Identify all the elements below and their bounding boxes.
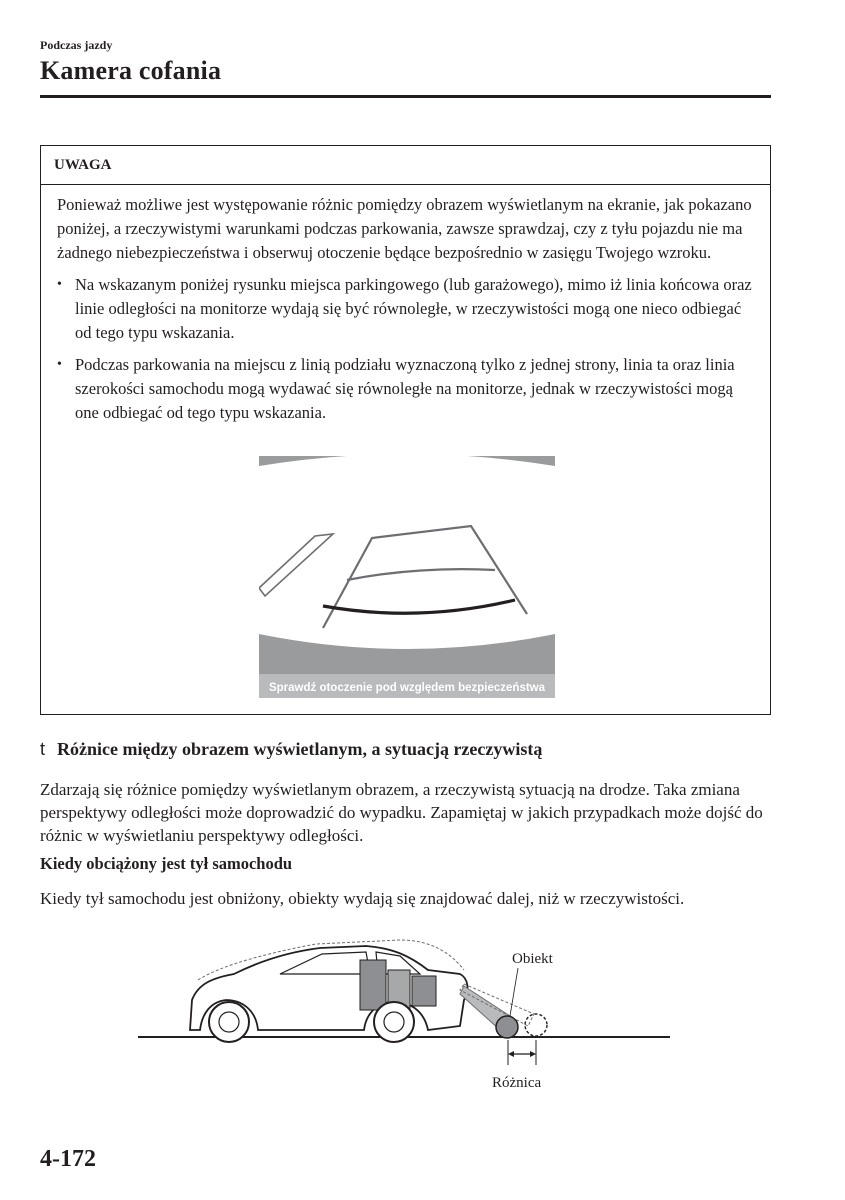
page-title: Kamera cofania [40,56,222,85]
notice-box [40,145,771,715]
car-load-figure [138,930,670,1105]
section-heading [40,739,542,760]
camera-caption: Sprawdź otoczenie pod względem bezpieczeństwa [268,682,546,694]
notice-heading: UWAGA [41,146,770,185]
object-label: Obiekt [512,951,553,967]
bullet-dot-icon: • [57,357,62,372]
notice-body [41,185,770,425]
minor-paragraph: Kiedy tył samochodu jest obniżony, obiekty wydają się znajdować dalej, niż w rzeczywistości. [40,889,685,908]
camera-view-illustration [259,456,555,698]
cargo-boxes-icon [360,960,386,1010]
difference-label: Różnica [492,1075,542,1091]
notice-bullet-text: Na wskazanym poniżej rysunku miejsca parkingowego (lub garażowego), mimo iż linia końcowa oraz linie odległości na monitorze wydają się być równoległe, w rzeczywistości mogą one nieco odbiegać od tego typu wskazania. [75,275,752,342]
page-number: 4-172 [40,1146,96,1172]
notice-bullet [57,353,754,425]
object-icon [496,1016,518,1038]
title-rule [40,95,771,98]
cargo-boxes-icon [412,976,436,1006]
section-label: Podczas jazdy [40,38,113,52]
front-wheel-icon [209,1002,249,1042]
notice-bullets [57,273,754,425]
apparent-object-icon [525,1014,547,1036]
section-paragraph: Zdarzają się różnice pomiędzy wyświetlanym obrazem, a rzeczywistą sytuacją na drodze. Taka zmiana perspektywy odległości może doprowadzić do wypadku. Zapamiętaj w jakich przypadkach może dojść do różnic w wyświetlaniu perspektywy odległości. [40,780,763,845]
section-heading-text: Różnice między obrazem wyświetlanym, a sytuacją rzeczywistą [57,739,543,759]
rear-wheel-icon [374,1002,414,1042]
section-marker-icon: t [40,739,46,759]
difference-arrowhead-right-icon [530,1051,536,1057]
minor-heading: Kiedy obciążony jest tył samochodu [40,854,293,873]
object-label-leader [510,968,518,1016]
bullet-dot-icon: • [57,277,62,292]
difference-arrowhead-left-icon [508,1051,514,1057]
camera-screen-area [259,456,555,649]
notice-bullet-text: Podczas parkowania na miejscu z linią podziału wyznaczoną tylko z jednej strony, linia ta oraz linia szerokości samochodu mogą wydawać się równoległe na monitorze, jednak w rzeczywistości mogą one odbiegać od tego typu wskazania. [75,355,735,422]
notice-intro: Ponieważ możliwe jest występowanie różnic pomiędzy obrazem wyświetlanym na ekranie, jak pokazano poniżej, a rzeczywistymi warunkami podczas parkowania, zawsze sprawdzaj, czy z tyłu pojazdu nie ma żadnego niebezpieczeństwa i obserwuj otoczenie będące bezpośrednio w zasięgu Twojego wzroku. [57,195,752,262]
notice-bullet [57,273,754,345]
